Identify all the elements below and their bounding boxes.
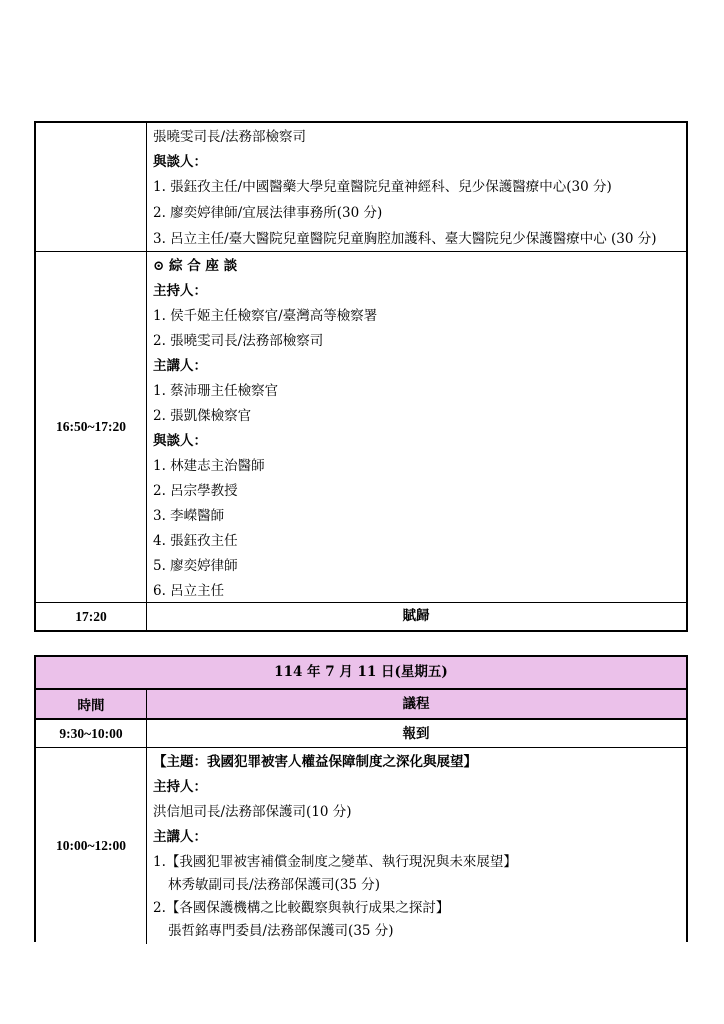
- moderator-item: 1. 侯千姬主任檢察官/臺灣高等檢察署: [153, 308, 378, 324]
- time-cell: 10:00~12:00: [36, 748, 147, 944]
- panelist-item: 1. 張鈺孜主任/中國醫藥大學兒童醫院兒童神經科、兒少保護醫療中心(30 分): [153, 179, 612, 195]
- column-header-agenda-cell: [146, 690, 686, 718]
- agenda-cell: [146, 720, 686, 747]
- moderator-item: 2. 張曉雯司長/法務部檢察司: [153, 333, 324, 349]
- panelists-heading: 與談人：: [153, 433, 207, 449]
- column-header-time: 時間: [36, 690, 147, 718]
- speakers-heading: 主講人：: [153, 829, 207, 845]
- moderators-heading: 主持人：: [153, 283, 207, 299]
- session-row-roundtable: [36, 252, 686, 602]
- panelist-item: 1. 林建志主治醫師: [153, 458, 265, 474]
- agenda-cell: [146, 123, 686, 251]
- panelist-item: 2. 呂宗學教授: [153, 483, 238, 499]
- talk-speaker: 張哲銘專門委員/法務部保護司(35 分): [168, 923, 394, 939]
- panelist-item: 3. 李嶸醫師: [153, 508, 225, 524]
- agenda-table-day2: [34, 655, 688, 942]
- speaker-item: 1. 蔡沛珊主任檢察官: [153, 383, 279, 399]
- time-cell: 16:50~17:20: [36, 252, 147, 602]
- registration-text: 報到: [402, 726, 430, 742]
- session-row-panel: [36, 123, 686, 251]
- panelist-item: 4. 張鈺孜主任: [153, 533, 238, 549]
- session-theme: 【主題：我國犯罪被害人權益保障制度之深化與展望】: [153, 754, 477, 770]
- panelist-item: 3. 呂立主任/臺大醫院兒童醫院兒童胸腔加護科、臺大醫院兒少保護醫療中心 (30 分): [153, 231, 657, 247]
- closing-text: 賦歸: [402, 608, 430, 624]
- talk-title: 1.【我國犯罪被害補償金制度之變革、執行現況與未來展望】: [153, 854, 517, 870]
- panelist-item: 2. 廖奕婷律師/宜展法律事務所(30 分): [153, 205, 383, 221]
- moderator-item: 洪信旭司長/法務部保護司(10 分): [153, 804, 352, 820]
- speaker-item: 2. 張凱傑檢察官: [153, 408, 252, 424]
- time-cell-empty: [36, 123, 147, 251]
- agenda-cell: [146, 603, 686, 630]
- date-header-row: [36, 657, 686, 688]
- moderator-heading: 主持人：: [153, 779, 207, 795]
- session-title: ⊙ 綜 合 座 談: [153, 258, 238, 274]
- date-header: 114 年 7 月 11 日(星期五): [274, 664, 448, 680]
- time-cell: 9:30~10:00: [36, 720, 147, 747]
- panelists-heading: 與談人：: [153, 154, 207, 170]
- talk-speaker: 林秀敏副司長/法務部保護司(35 分): [168, 877, 381, 893]
- column-header-agenda: 議程: [402, 696, 430, 712]
- panelist-item: 5. 廖奕婷律師: [153, 558, 238, 574]
- panelist-item: 6. 呂立主任: [153, 583, 225, 599]
- moderator-line: 張曉雯司長/法務部檢察司: [153, 129, 307, 145]
- agenda-cell: [146, 252, 686, 602]
- agenda-cell: [146, 748, 686, 944]
- time-cell: 17:20: [36, 603, 147, 630]
- talk-title: 2.【各國保護機構之比較觀察與執行成果之探討】: [153, 900, 450, 916]
- session-row-closing: [36, 603, 686, 630]
- session-row-registration: [36, 720, 686, 747]
- session-row-theme: [36, 748, 686, 944]
- column-header-row: [36, 690, 686, 718]
- agenda-table-day1: [34, 121, 688, 632]
- speakers-heading: 主講人：: [153, 358, 207, 374]
